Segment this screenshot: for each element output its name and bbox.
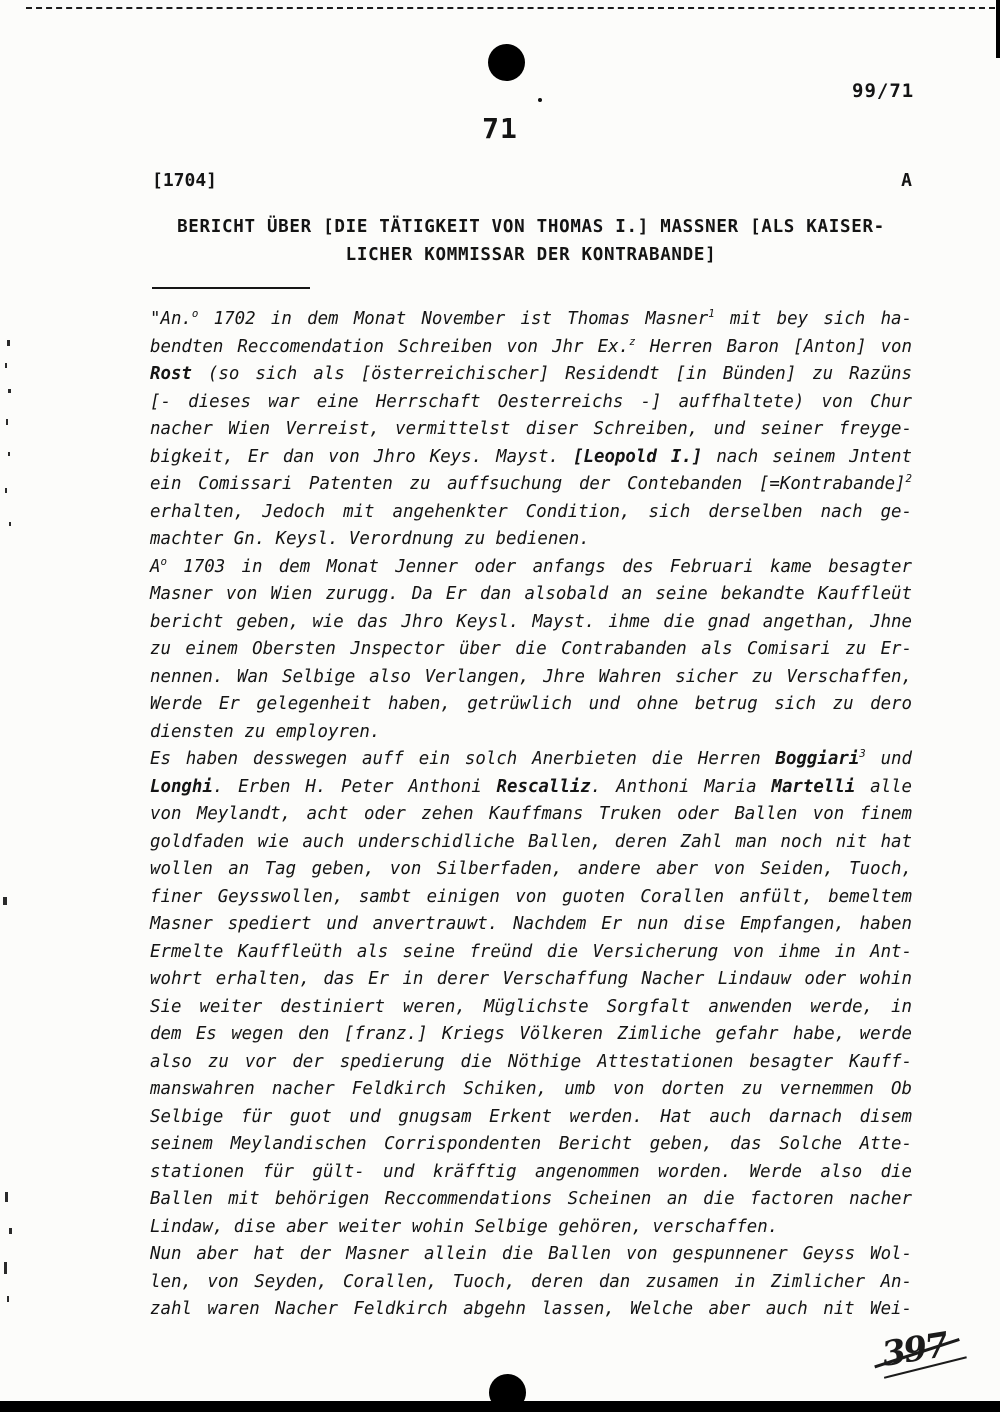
body-line: [- dieses war eine Herrschaft Oesterreichs -] auffhaltete) von Chur xyxy=(150,391,912,412)
body-line: ein Comissari Patenten zu auffsuchung der Contebanden [=Kontrabande]$^2$ xyxy=(150,472,912,494)
body-line: Ermelte Kauffleüth als seine freünd die Versicherung von ihme in Ant- xyxy=(150,941,912,962)
torn-edge-line xyxy=(26,7,995,9)
ink-dot xyxy=(538,98,542,102)
body-line: Masner von Wien zurugg. Da Er dan alsobald an seine bekandte Kauffleüt xyxy=(150,584,912,604)
meta-row xyxy=(152,170,912,191)
body-line: Werde Er gelegenheit haben, getrüwlich und ohne betrug sich zu dero xyxy=(150,694,912,714)
scan-edge-right xyxy=(996,0,1000,58)
title-line-2: LICHER KOMMISSAR DER KONTRABANDE] xyxy=(345,245,717,265)
body-line: Longhi. Erben H. Peter Anthoni Rescalliz. Anthoni Maria Martelli alle xyxy=(150,776,912,797)
body-line: zu einem Obersten Jnspector über die Contrabanden als Comisari zu Er- xyxy=(150,639,912,659)
document-title xyxy=(148,213,914,269)
body-line: bigkeit, Er dan von Jhro Keys. Mayst. [Leopold I.] nach seinem Jntent xyxy=(150,446,912,467)
scan-artifact xyxy=(5,488,7,493)
body-line: von Meylandt, acht oder zehen Kauffmans Truken oder Ballen von finem xyxy=(150,804,912,824)
body-line: Lindaw, dise aber weiter wohin Selbige gehören, verschaffen. xyxy=(150,1216,779,1237)
page-number: 71 xyxy=(482,112,518,145)
doc-reference: 99/71 xyxy=(852,80,915,102)
handwritten-number-crossed-out: 397 xyxy=(879,1325,950,1375)
body-line: nennen. Wan Selbige also Verlangen, Jhre Wahren sicher zu Verschaffen, xyxy=(150,666,912,687)
body-line: Rost (so sich als [österreichischer] Residendt [in Bünden] zu Razüns xyxy=(150,364,912,384)
body-line: stationen für gült- und kräfftig angenommen worden. Werde also die xyxy=(150,1161,912,1182)
title-line-1: BERICHT ÜBER [DIE TÄTIGKEIT VON THOMAS I.] MASSNER [ALS KAISER- xyxy=(177,217,885,237)
body-line: Es haben desswegen auff ein solch Anerbieten die Herren Boggiari$^3$ und xyxy=(150,747,912,769)
scan-artifact xyxy=(5,1192,8,1202)
body-line: nacher Wien Verreist, vermittelst diser Schreiben, und seiner freyge- xyxy=(150,419,912,439)
body-line: zahl waren Nacher Feldkirch abgehn lassen, Welche aber auch nit Wei- xyxy=(150,1299,912,1319)
scan-artifact xyxy=(9,1228,12,1234)
scan-artifact xyxy=(7,340,10,346)
handwritten-page-number xyxy=(879,1325,949,1375)
scan-artifact xyxy=(8,452,10,456)
body-line: erhalten, Jedoch mit angehenkter Condition, sich derselben nach ge- xyxy=(150,501,912,522)
body-line: Sie weiter destiniert weren, Müglichste Sorgfalt anwenden werde, in xyxy=(150,996,912,1017)
body-line: also zu vor der spedierung die Nöthige Attestationen besagter Kauff- xyxy=(150,1051,912,1072)
scan-edge-bottom xyxy=(0,1401,1000,1412)
scan-artifact xyxy=(7,1296,9,1302)
body-line: manswahren nacher Feldkirch Schiken, umb von dorten zu vernemmen Ob xyxy=(150,1079,912,1099)
body-line: seinem Meylandischen Corrispondenten Bericht geben, das Solche Atte- xyxy=(150,1134,912,1154)
corner-letter: A xyxy=(901,170,912,191)
body-line: $A^o$ 1703 in dem Monat Jenner oder anfangs des Februari kame besagter xyxy=(150,554,912,577)
scan-artifact xyxy=(8,389,11,393)
body-line: len, von Seyden, Corallen, Tuoch, deren dan zusamen in Zimlicher An- xyxy=(150,1271,912,1292)
scan-artifact xyxy=(4,1262,7,1274)
body-line: machter Gn. Keysl. Verordnung zu bedienen. xyxy=(150,529,590,549)
scan-artifact xyxy=(6,419,8,425)
body-line: Ballen mit behörigen Reccommendations Scheinen an die factoren nacher xyxy=(150,1189,912,1209)
body-line: "An.$^o$ 1702 in dem Monat November ist Thomas Masner$^1$ mit bey sich ha- xyxy=(150,307,912,329)
body-line: wollen an Tag geben, von Silberfaden, andere aber von Seiden, Tuoch, xyxy=(150,859,912,879)
body-line: Masner spediert und anvertrauwt. Nachdem Er nun dise Empfangen, haben xyxy=(150,914,912,934)
year-label: [1704] xyxy=(152,170,218,191)
body-line: wohrt erhalten, das Er in derer Verschaffung Nacher Lindauw oder wohin xyxy=(150,969,912,989)
body-line: finer Geysswollen, sambt einigen von guoten Corallen anfült, bemeltem xyxy=(150,886,912,907)
scan-artifact xyxy=(3,897,7,905)
body-line: Nun aber hat der Masner allein die Ballen von gespunnener Geyss Wol- xyxy=(150,1244,912,1264)
body-text xyxy=(150,306,912,1324)
body-line: Selbige für guot und gnugsam Erkent werden. Hat auch darnach disem xyxy=(150,1106,912,1127)
body-line: diensten zu employren. xyxy=(150,721,381,742)
body-line: bendten Reccomendation Schreiben von Jhr Ex.$^z$ Herren Baron [Anton] von xyxy=(150,334,912,357)
body-line: bericht geben, wie das Jhro Keysl. Mayst. ihme die gnad angethan, Jhne xyxy=(150,611,912,632)
body-line: dem Es wegen den [franz.] Kriegs Völkeren Zimliche gefahr habe, werde xyxy=(150,1024,912,1044)
scan-artifact xyxy=(5,363,7,368)
body-line: goldfaden wie auch underschidliche Ballen, deren Zahl man noch nit hat xyxy=(150,831,912,852)
hole-punch-top xyxy=(488,44,525,81)
title-underline xyxy=(152,287,310,289)
scan-artifact xyxy=(9,522,11,526)
